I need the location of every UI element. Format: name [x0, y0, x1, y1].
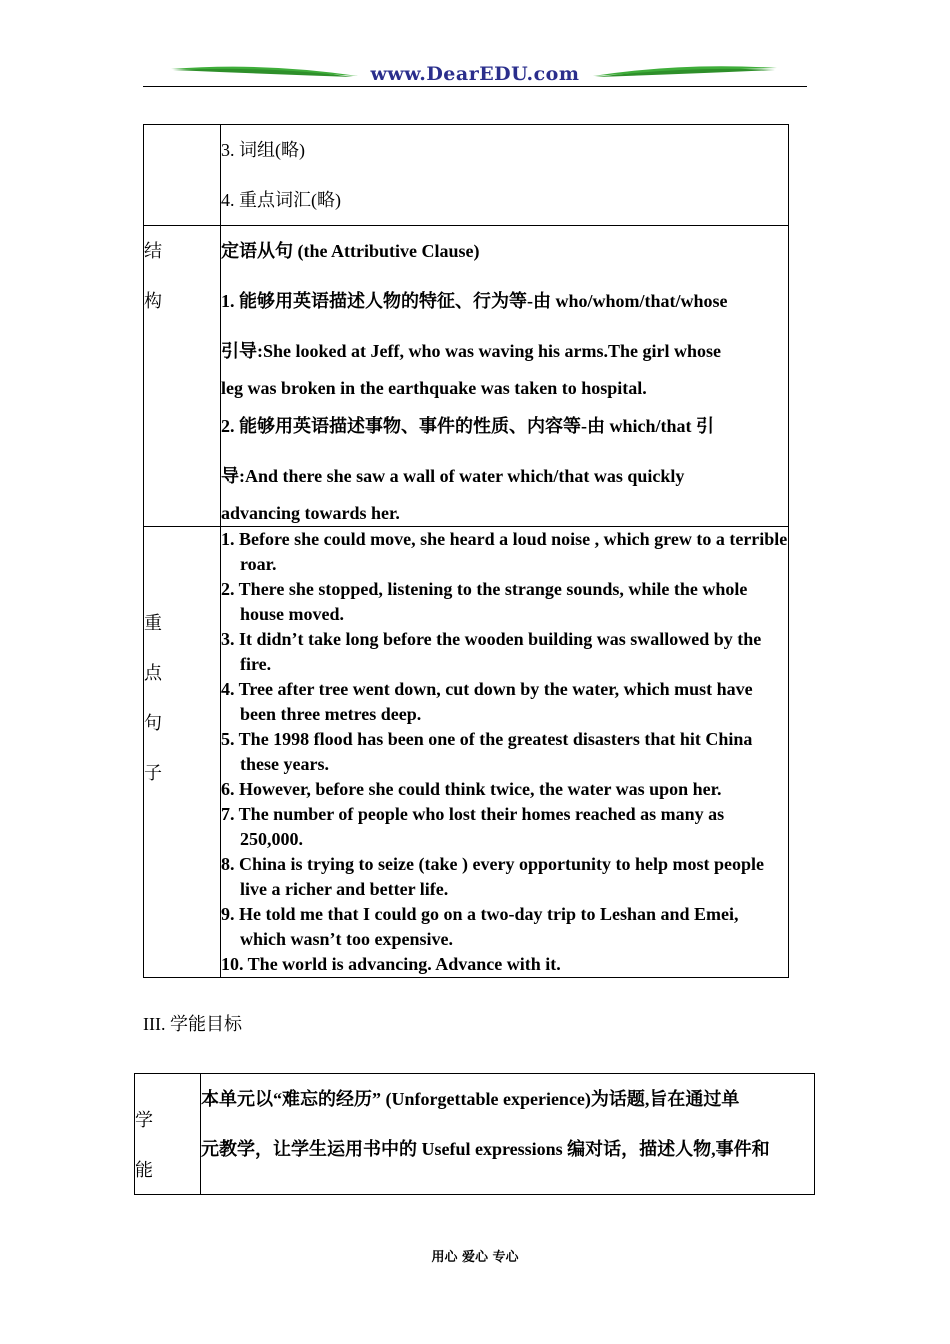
list-item: 2. There she stopped, listening to the strange sounds, while the whole house moved. — [221, 579, 748, 624]
table-row — [144, 226, 789, 527]
vocab-cell — [221, 125, 789, 226]
list-item: 9. He told me that I could go on a two-day trip to Leshan and Emei, which wasn’t too expensive. — [221, 904, 739, 949]
table-row — [144, 125, 789, 226]
list-item: 6. However, before she could think twice, the water was upon her. — [221, 779, 722, 799]
list-item: 3. It didn’t take long before the wooden building was swallowed by the fire. — [221, 629, 762, 674]
header-rule — [143, 86, 807, 87]
list-item: 1. Before she could move, she heard a loud noise , which grew to a terrible roar. — [221, 529, 788, 574]
page-footer: 用心 爱心 专心 — [431, 1250, 519, 1265]
table-row — [144, 527, 789, 978]
goals-line2: 元教学，让学生运用书中的 Useful expressions 编对话，描述人物,事件和 — [201, 1139, 770, 1159]
key-sentences-cell — [221, 527, 789, 978]
phrases-item: 3. 词组(略) — [221, 140, 305, 160]
content-table — [143, 124, 789, 978]
learning-goals-table — [134, 1073, 815, 1195]
list-item: 4. Tree after tree went down, cut down by the water, which must have been three metres deep. — [221, 679, 753, 724]
structure-label: 结 构 — [144, 226, 221, 527]
point1-heading: 1. 能够用英语描述人物的特征、行为等-由 who/whom/that/whose — [221, 291, 728, 311]
list-item: 5. The 1998 flood has been one of the greatest disasters that hit China these years. — [221, 729, 753, 774]
key-vocab-item: 4. 重点词汇(略) — [221, 190, 341, 210]
learning-goals-cell — [201, 1074, 815, 1195]
grammar-heading: 定语从句 (the Attributive Clause) — [221, 241, 480, 261]
list-item: 7. The number of people who lost their homes reached as many as 250,000. — [221, 804, 725, 849]
point2-example-line1: 导:And there she saw a wall of water which/that was quickly — [221, 466, 685, 486]
point2-example-line2: advancing towards her. — [221, 503, 400, 523]
site-logo-text: www.DearEDU.com — [370, 63, 580, 85]
table-row — [135, 1074, 815, 1195]
list-item: 10. The world is advancing. Advance with it. — [221, 954, 561, 974]
point2-heading: 2. 能够用英语描述事物、事件的性质、内容等-由 which/that 引 — [221, 416, 715, 436]
point1-example-line2: leg was broken in the earthquake was taken to hospital. — [221, 378, 647, 398]
key-sentences-label: 重 点 句 子 — [144, 527, 221, 978]
section-heading: III. 学能目标 — [143, 1014, 242, 1034]
goals-line1: 本单元以“难忘的经历” (Unforgettable experience)为话题,旨在通过单 — [201, 1089, 740, 1109]
structure-cell — [221, 226, 789, 527]
row-label-empty — [144, 125, 221, 226]
learning-goals-label: 学 能 — [135, 1074, 201, 1195]
list-item: 8. China is trying to seize (take ) every opportunity to help most people live a richer and better life. — [221, 854, 764, 899]
point1-example-line1: 引导:She looked at Jeff, who was waving his arms.The girl whose — [221, 341, 722, 361]
sentence-list — [221, 527, 788, 977]
